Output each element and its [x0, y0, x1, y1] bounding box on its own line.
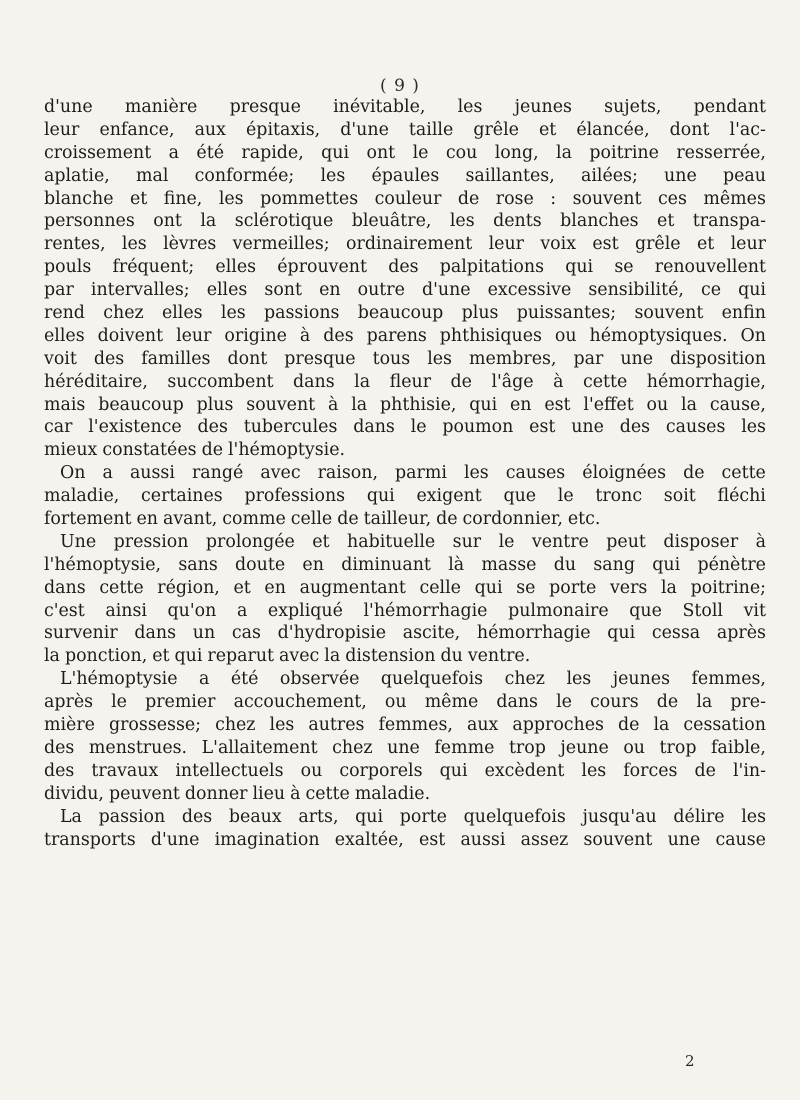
text-line: car l'existence des tubercules dans le poumon est une des causes les: [44, 417, 766, 438]
text-line: c'est ainsi qu'on a expliqué l'hémorrhagie pulmonaire que Stoll vit: [44, 600, 766, 621]
signature-mark: 2: [685, 1052, 695, 1070]
text-line: des menstrues. L'allaitement chez une femme trop jeune ou trop faible,: [44, 737, 766, 758]
text-line: survenir dans un cas d'hydropisie ascite, hémorrhagie qui cessa après: [44, 623, 766, 644]
text-line: pouls fréquent; elles éprouvent des palpitations qui se renouvellent: [44, 257, 766, 278]
text-line: fortement en avant, comme celle de tailleur, de cordonnier, etc.: [44, 509, 601, 530]
text-line: l'hémoptysie, sans doute en diminuant là masse du sang qui pénètre: [44, 554, 766, 575]
text-line: blanche et fine, les pommettes couleur de rose : souvent ces mêmes: [44, 188, 766, 209]
body-text: [44, 96, 766, 851]
text-line: L'hémoptysie a été observée quelquefois chez les jeunes femmes,: [60, 669, 766, 690]
text-line: mieux constatées de l'hémoptysie.: [44, 440, 346, 461]
text-line: maladie, certaines professions qui exigent que le tronc soit fléchi: [44, 486, 766, 507]
text-line: dividu, peuvent donner lieu à cette maladie.: [44, 783, 431, 804]
text-line: La passion des beaux arts, qui porte quelquefois jusqu'au délire les: [60, 806, 766, 827]
text-line: mière grossesse; chez les autres femmes, aux approches de la cessation: [44, 715, 766, 736]
text-line: d'une manière presque inévitable, les jeunes sujets, pendant: [44, 97, 766, 117]
text-line: des travaux intellectuels ou corporels qui excèdent les forces de l'in-: [44, 760, 766, 781]
text-line: dans cette région, et en augmentant celle qui se porte vers la poitrine;: [44, 577, 766, 598]
text-line: par intervalles; elles sont en outre d'une excessive sensibilité, ce qui: [44, 280, 766, 301]
text-line: la ponction, et qui reparut avec la distension du ventre.: [44, 646, 531, 667]
text-line: Une pression prolongée et habituelle sur le ventre peut disposer à: [60, 531, 766, 552]
text-line: transports d'une imagination exaltée, est aussi assez souvent une cause: [44, 829, 766, 850]
text-line: voit des familles dont presque tous les membres, par une disposition: [44, 348, 766, 369]
text-line: On a aussi rangé avec raison, parmi les causes éloignées de cette: [60, 463, 766, 484]
page-number: ( 9 ): [380, 76, 420, 96]
text-line: croissement a été rapide, qui ont le cou long, la poitrine resserrée,: [44, 142, 766, 163]
text-line: après le premier accouchement, ou même dans le cours de la pre-: [44, 692, 766, 713]
text-line: mais beaucoup plus souvent à la phthisie, qui en est l'effet ou la cause,: [44, 394, 766, 415]
text-line: leur enfance, aux épitaxis, d'une taille grêle et élancée, dont l'ac-: [44, 119, 766, 140]
text-line: elles doivent leur origine à des parens phthisiques ou hémoptysiques. On: [44, 325, 766, 346]
text-line: héréditaire, succombent dans la fleur de l'âge à cette hémorrhagie,: [44, 371, 766, 392]
text-line: aplatie, mal conformée; les épaules saillantes, ailées; une peau: [44, 165, 766, 186]
text-line: rentes, les lèvres vermeilles; ordinairement leur voix est grêle et leur: [44, 234, 766, 255]
text-line: personnes ont la sclérotique bleuâtre, les dents blanches et transpa-: [44, 211, 766, 232]
text-line: rend chez elles les passions beaucoup plus puissantes; souvent enfin: [44, 303, 766, 324]
